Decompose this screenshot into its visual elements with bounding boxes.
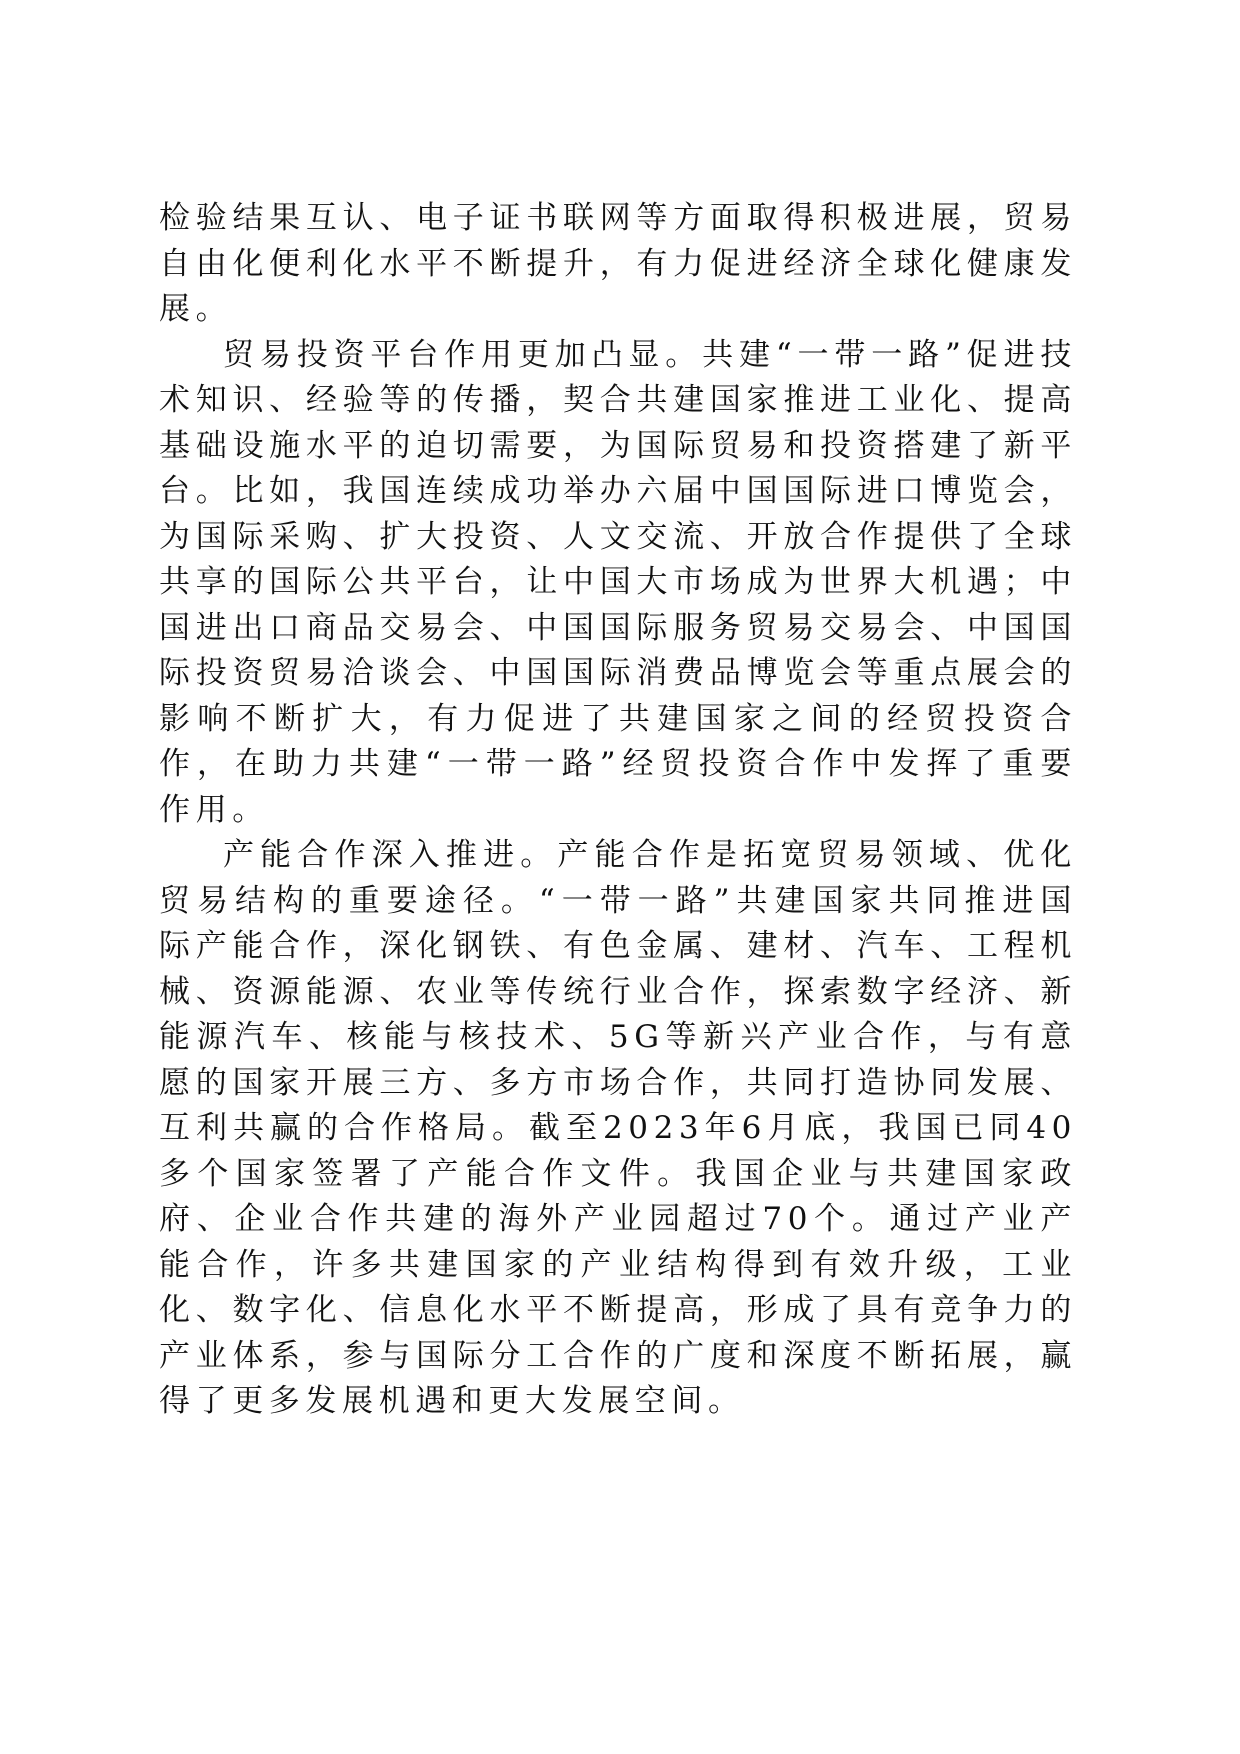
document-page [159, 196, 1077, 1425]
paragraph-trade-facilitation: 检验结果互认、电子证书联网等方面取得积极进展，贸易自由化便利化水平不断提升，有力促进经济全球化健康发展。 [159, 200, 1077, 327]
paragraph-capacity-cooperation: 产能合作深入推进。产能合作是拓宽贸易领域、优化贸易结构的重要途径。“一带一路”共建国家共同推进国际产能合作，深化钢铁、有色金属、建材、汽车、工程机械、资源能源、农业等传统行业合作，探索数字经济、新能源汽车、核能与核技术、5G等新兴产业合作，与有意愿的国家开展三方、多方市场合作，共同打造协同发展、互利共赢的合作格局。截至2023年6月底，我国已同40多个国家签署了产能合作文件。我国企业与共建国家政府、企业合作共建的海外产业园超过70个。通过产业产能合作，许多共建国家的产业结构得到有效升级，工业化、数字化、信息化水平不断提高，形成了具有竞争力的产业体系，参与国际分工合作的广度和深度不断拓展，赢得了更多发展机遇和更大发展空间。 [159, 837, 1077, 1419]
paragraph-trade-investment-platform: 贸易投资平台作用更加凸显。共建“一带一路”促进技术知识、经验等的传播，契合共建国家推进工业化、提高基础设施水平的迫切需要，为国际贸易和投资搭建了新平台。比如，我国连续成功举办六届中国国际进口博览会，为国际采购、扩大投资、人文交流、开放合作提供了全球共享的国际公共平台，让中国大市场成为世界大机遇；中国进出口商品交易会、中国国际服务贸易交易会、中国国际投资贸易洽谈会、中国国际消费品博览会等重点展会的影响不断扩大，有力促进了共建国家之间的经贸投资合作，在助力共建“一带一路”经贸投资合作中发挥了重要作用。 [159, 336, 1077, 828]
